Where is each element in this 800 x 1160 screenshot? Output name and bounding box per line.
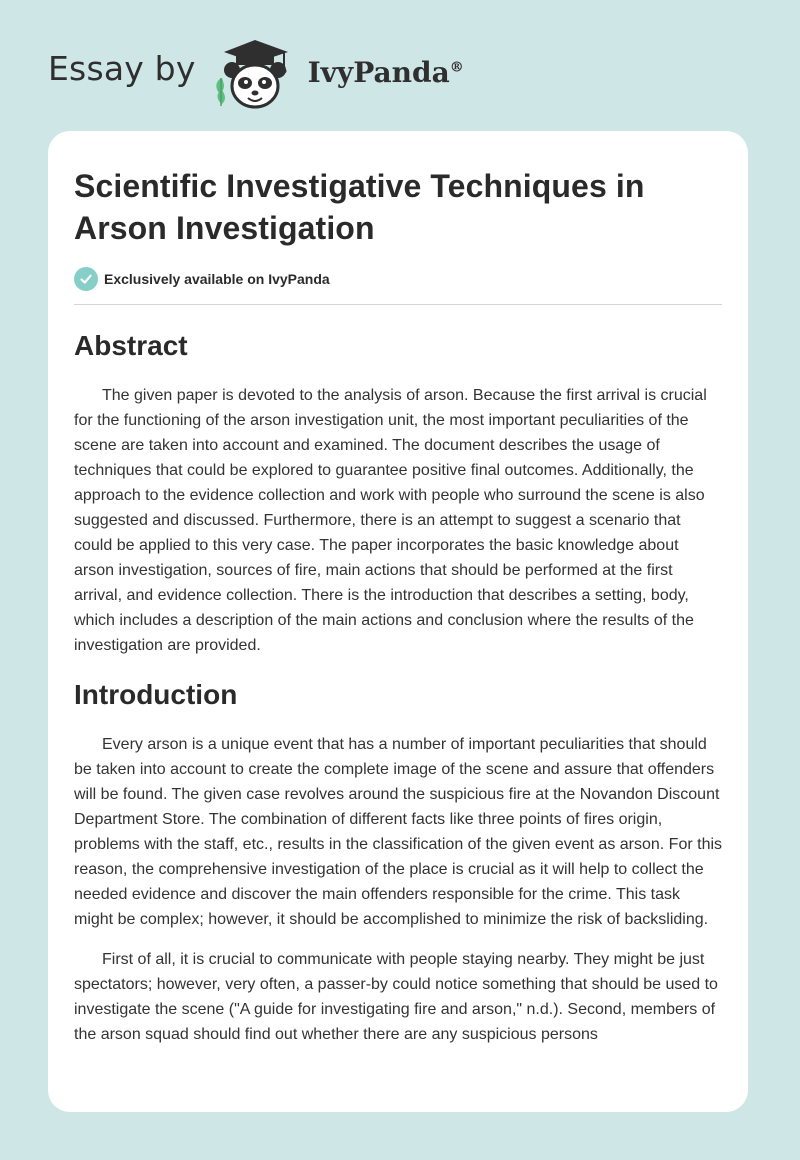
abstract-heading: Abstract	[74, 330, 188, 361]
registered-mark: ®	[449, 59, 464, 76]
exclusive-badge-label: Exclusively available on IvyPanda	[104, 271, 330, 287]
brand-header[interactable]	[48, 34, 464, 114]
essay-card	[48, 131, 748, 1112]
introduction-paragraph-2: First of all, it is crucial to communicate with people staying nearby. They might be just spectators; however, very often, a passer-by could notice something that should be used to investigate the scene ("A guide for investigating fire and arson," n.d.). Second, members of the arson squad should find out whether there are any suspicious persons	[74, 951, 718, 1043]
brand-name: IvyPanda®	[307, 55, 464, 89]
abstract-paragraph: The given paper is devoted to the analysis of arson. Because the first arrival is crucial for the functioning of the arson investigation unit, the most important peculiarities of the scene are taken into account and examined. The document describes the usage of techniques that could be explored to guarantee positive final outcomes. Additionally, the approach to the evidence collection and work with people who surround the scene is also suggested and discussed. Furthermore, there is an attempt to suggest a scenario that could be applied to this very case. The paper incorporates the basic knowledge about arson investigation, sources of fire, main actions that should be performed at the first arrival, and evidence collection. There is the introduction that describes a setting, body, which includes a description of the main actions and conclusion where the results of the investigation are provided.	[74, 387, 707, 654]
essay-by-label: Essay by	[48, 48, 196, 88]
check-icon	[74, 267, 98, 291]
page-title: Scientific Investigative Techniques in Arson Investigation	[74, 168, 645, 246]
exclusive-badge	[74, 267, 722, 291]
introduction-paragraph-1: Every arson is a unique event that has a number of important peculiarities that should be taken into account to create the complete image of the scene and assure that offenders will be found. The given case revolves around the suspicious fire at the Novandon Discount Department Store. The combination of different facts like three points of fires origin, problems with the staff, etc., results in the classification of the given event as arson. For this reason, the comprehensive investigation of the place is crucial as it will help to collect the needed evidence and discover the main offenders responsible for the crime. This task might be complex; however, it should be accomplished to minimize the risk of backsliding.	[74, 736, 723, 928]
panda-logo-icon	[210, 36, 300, 112]
title-divider	[74, 304, 722, 305]
introduction-heading: Introduction	[74, 679, 238, 710]
